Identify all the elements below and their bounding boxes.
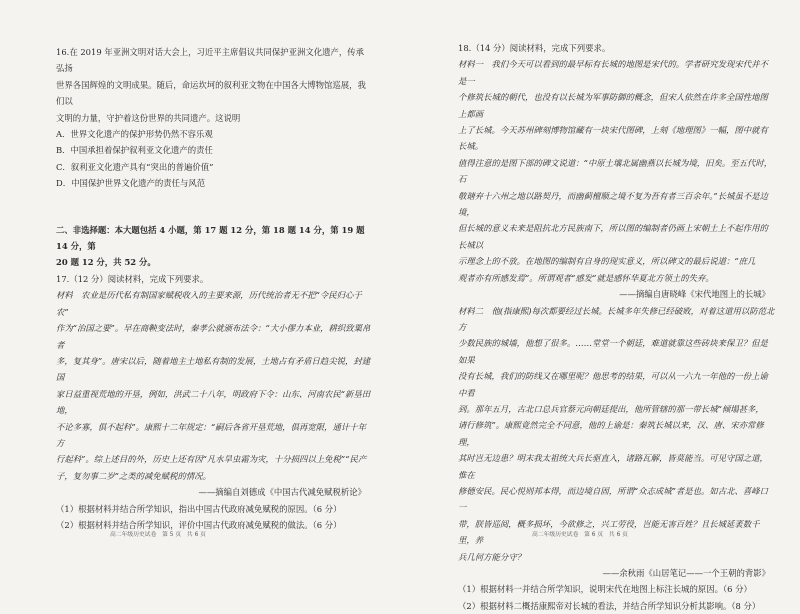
q18-material1-line: 材料一 我们今天可以看到的最早标有长城的地图是宋代的。学者研究发现宋代并不是一 [458, 59, 768, 86]
q18-material1-line: 示理念上的不放。在地图的编制有自身的现实意义，所以碑文的最后说道：“庶几 [458, 256, 756, 267]
section-2-line: 20 题 12 分，共 52 分。 [56, 257, 156, 268]
q18-material2-line: 材料二 他(指康熙)每次都要经过长城。长城多年失修已经破败，对着这道用以防范北方 [458, 305, 775, 332]
q17-material-line: 家日益重视荒地的开垦，例如，洪武二十八年，明政府下令：山东、河南农民“新垦田地， [56, 388, 371, 416]
q18-material2-line: 没有长城，我们的防线又在哪里呢？他思考的结果，可以从一六九一年他的一份上谕中看 [458, 371, 768, 398]
q17-material-line: 多，复其身”。唐宋以后，随着地主土地私有制的发展，土地占有矛盾日趋尖锐，封建国 [56, 355, 371, 383]
q18-material1-line: 观者亦有所感发焉”。所谓观者“感发”就是感怀华夏北方领土的失弃。 [458, 272, 714, 283]
q17-title: 17.（12 分）阅读材料，完成下列要求。 [56, 273, 209, 284]
question-16 [56, 44, 372, 192]
q18-source-1: ——摘编自唐晓峰《宋代地图上的长城》 [619, 289, 770, 300]
q17-material-line: 作为“治国之要”。早在商鞅变法时，秦孝公就颁布法令：“大小僇力本业，耕织致粟帛者 [56, 323, 371, 350]
q16-option-c: C．叙利亚文化遗产具有“突出的普遍价值” [56, 161, 214, 172]
q16-stem-line: 世界各国辉煌的文明成果。随后，命运坎坷的叙利亚文物在中国各大博物馆巡展，我们以 [56, 79, 366, 107]
section-2-heading [56, 222, 372, 271]
q18-question-2: （2）根据材料二概括康熙帝对长城的看法，并结合所学知识分析其影响。（8 分） [458, 600, 761, 611]
question-17 [56, 271, 372, 534]
section-2-line: 二、非选择题：本大题包括 4 小题，第 17 题 12 分，第 18 题 14 分，第 19 题 14 分，第 [56, 224, 365, 252]
q17-material-line: 行起科”。综上述目的外，历史上还有因“凡水旱虫霜为灾，十分损四以上免税”“民产 [56, 454, 367, 465]
right-page-footer: 高二年级历史试卷 第 6 页 共 6 页 [532, 532, 628, 538]
q17-material-line: 子，复勿事二岁”之类的减免赋税的情况。 [56, 470, 212, 481]
q16-option-d: D．中国保护世界文化遗产的责任与风范 [56, 178, 206, 189]
q17-material-line: 材料 农业是历代私有制国家赋税收入的主要来源，历代统治者无不把“令民归心于农” [56, 290, 362, 317]
q18-material2-line: 请行修筑”。康熙竟然完全不同意，他的上谕是：秦筑长城以来，汉、唐、宋亦常修理， [458, 420, 764, 447]
q17-question-1: （1）根据材料并结合所学知识，指出中国古代政府减免赋税的原因。（6 分） [56, 503, 342, 514]
q18-material2-line: 少数民族的城墙，他想了很多。……堂堂一个朝廷，难道就靠这些砖块来保卫？但是如果 [458, 338, 768, 365]
q18-material1-line: 敬瑭弃十六州之地以路契丹，而幽蓟檀顺之境不复为吾有者三百余年。”长城虽不是边境， [458, 190, 768, 218]
left-page [0, 0, 400, 565]
left-column [56, 44, 372, 533]
q17-material-line: 不论多寡，俱不起科”。康熙十二年规定：“嗣后各省开垦荒地，俱再宽限，通计十年方 [56, 421, 367, 448]
q18-material1-line: 个修筑长城的朝代，也没有以长城为军事防御的概念，但宋人依然在许多全国性地图上都画 [458, 92, 768, 119]
q16-option-b: B．中国承担着保护叙利亚文化遗产的责任 [56, 145, 213, 156]
q18-source-2: ——余秋雨《山居笔记——一个王朝的背影》 [602, 568, 770, 578]
q18-material1-line: 但长城的意义未来是阻抗北方民族南下，所以图的编制者仍画上宋朝土上不起作用的长城以 [458, 223, 768, 250]
left-page-footer: 高二年级历史试卷 第 5 页 共 6 页 [110, 532, 206, 538]
q18-material1-line: 值得注意的是图下部的碑文说道：“中原土壤北属幽燕以长城为境，旧矣。至五代时，石 [458, 157, 773, 185]
q18-material2-line: 到。那年五月，古北口总兵官蔡元向朝廷提出，他所管辖的那一带长城“倾塌甚多， [458, 403, 764, 414]
question-18 [458, 40, 776, 614]
q18-question-1: （1）根据材料一并结合所学知识，说明宋代在地图上标注长城的原因。（6 分） [458, 584, 752, 595]
right-column [458, 40, 776, 614]
q18-title: 18.（14 分）阅读材料，完成下列要求。 [458, 43, 611, 53]
q17-question-2: （2）根据材料并结合所学知识，评价中国古代政府减免赋税的做法。（6 分） [56, 519, 342, 530]
q16-option-a: A．世界文化遗产的保护形势仍然不容乐观 [56, 129, 213, 140]
q16-stem-line: 文明的力量，守护着这份世界的共同遗产。这说明 [56, 112, 241, 123]
q18-material2-line: 带，朕皆巡阅，概多损坏，今欲修之，兴工劳役，岂能无害百姓？且长城延袤数千里，养 [458, 518, 760, 546]
q17-source: ——摘编自刘德成《中国古代减免赋税析论》 [198, 487, 366, 498]
q18-material1-line: 上了长城。今天苏州碑刻博物馆藏有一块宋代图碑，上刻《地理图》一幅，图中就有长城。 [458, 125, 768, 152]
q18-material2-line: 其时岂无边患？明末我太祖统大兵长驱直入，诸路瓦解，皆莫能当。可见守国之道，惟在 [458, 453, 768, 480]
q18-material2-line: 修德安民。民心悦则邦本得，而边境自固，所谓“众志成城”者是也。如古北、喜峰口一 [458, 485, 769, 513]
q18-material2-line: 兵几何方能分守？ [458, 551, 525, 562]
q16-stem-line: 16.在 2019 年亚洲文明对话大会上，习近平主席倡议共同保护亚洲文化遗产，传承弘扬 [56, 47, 364, 74]
